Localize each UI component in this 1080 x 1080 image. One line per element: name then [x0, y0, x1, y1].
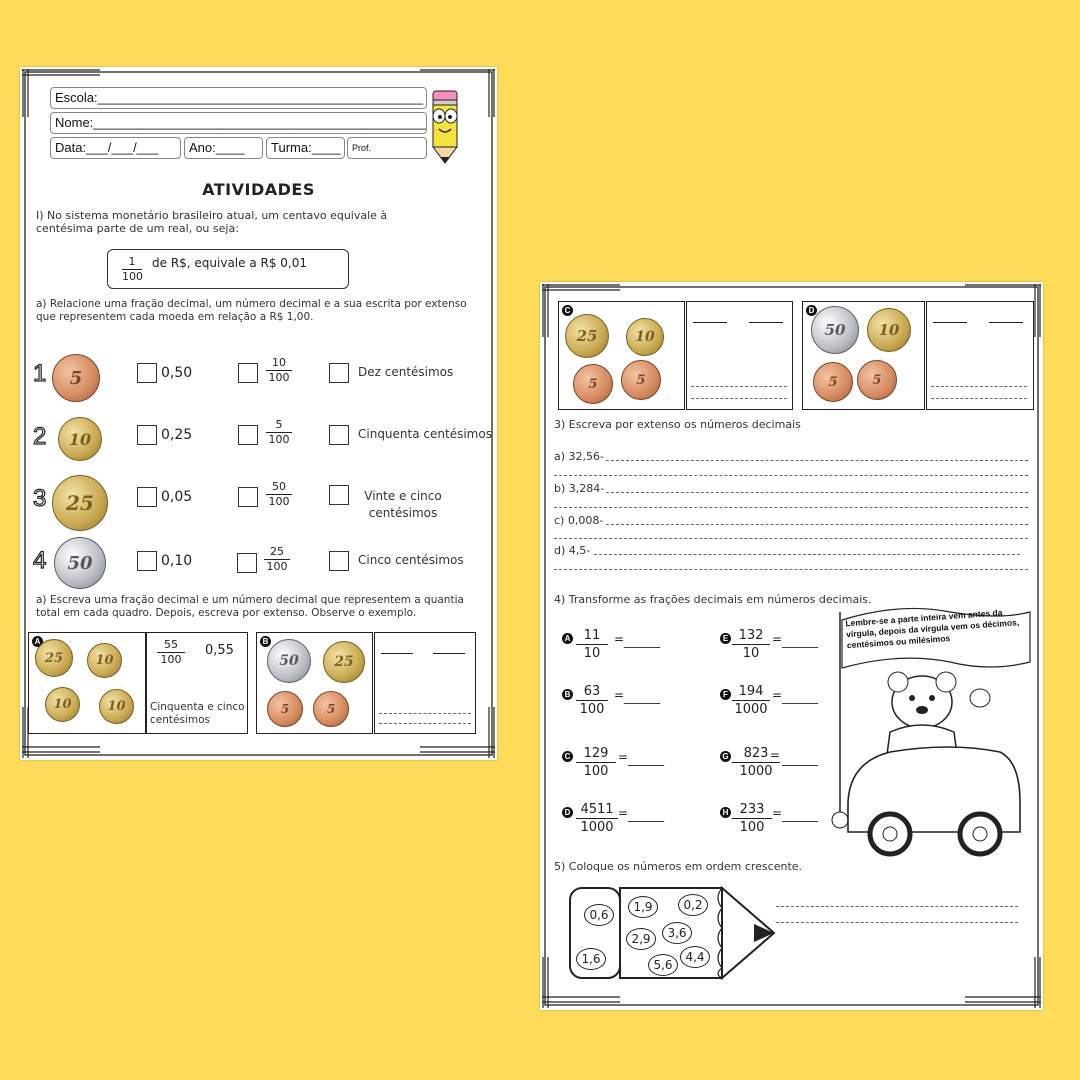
badge-c: C — [562, 751, 573, 762]
answer-line[interactable] — [606, 460, 1028, 461]
number-oval: 3,6 — [662, 922, 692, 944]
fraction: $\frac{823}{1000}$ — [732, 746, 780, 779]
fraction: $\frac{4511}{1000}$ — [576, 802, 618, 835]
decimal-checkbox[interactable] — [137, 551, 157, 571]
coin-10-centavos: 10 — [45, 687, 80, 722]
equals-sign: = — [772, 806, 783, 820]
question-3-title: 3) Escreva por extenso os números decimais — [554, 418, 801, 431]
fraction: $\frac{233}{100}$ — [732, 802, 772, 835]
answer-box-d[interactable] — [926, 301, 1034, 410]
page-title: ATIVIDADES — [202, 180, 315, 199]
decimal-checkbox[interactable] — [137, 363, 157, 383]
fraction-checkbox[interactable] — [238, 363, 258, 383]
example-extenso: Cinquenta e cinco centésimos — [150, 701, 245, 726]
badge-d: D — [562, 807, 573, 818]
fraction: $\frac{129}{100}$ — [576, 746, 616, 779]
coin-25-centavos: 25 — [35, 639, 73, 677]
coin-25-centavos: 25 — [323, 641, 365, 683]
fraction: $\frac{132}{10}$ — [732, 628, 770, 661]
fraction-checkbox[interactable] — [237, 553, 257, 573]
row-number: 1 — [33, 360, 47, 387]
coin-25-centavos: 25 — [52, 475, 108, 531]
order-answer-line[interactable] — [776, 906, 1018, 907]
coin-5-centavos: 5 — [52, 354, 100, 402]
decimal-value: 0,25 — [161, 427, 193, 443]
coin-50-centavos: 50 — [811, 306, 859, 354]
coin-10-centavos: 10 — [87, 643, 122, 678]
answer-line[interactable] — [554, 538, 1028, 539]
date-field[interactable]: Data:___/___/___ — [50, 137, 181, 159]
number-oval: 4,4 — [680, 946, 710, 968]
example-coins-box-a — [28, 632, 146, 734]
answer-blank[interactable]: ______ — [782, 808, 818, 822]
tip-banner-text: Lembre-se a parte inteira vem antes da vírgula, depois da vírgula vem os décimos, centésimos ou milésimos — [845, 607, 1020, 651]
answer-blank[interactable]: ______ — [624, 690, 660, 704]
badge-a: A — [562, 633, 573, 644]
badge-g: G — [720, 751, 731, 762]
row-number: 2 — [33, 423, 47, 450]
extenso-text: Cinco centésimos — [358, 553, 464, 567]
badge-c: C — [562, 305, 573, 316]
fraction: $\frac{63}{100}$ — [576, 684, 608, 717]
badge-b: B — [562, 689, 573, 700]
coin-10-centavos: 10 — [867, 308, 911, 352]
extenso-checkbox[interactable] — [329, 425, 349, 445]
answer-blank[interactable]: ______ — [782, 634, 818, 648]
decimal-blank-line — [749, 322, 783, 323]
answer-line[interactable] — [606, 524, 1028, 525]
answer-blank[interactable]: ______ — [782, 752, 818, 766]
equals-sign: = — [614, 632, 625, 646]
badge-e: E — [720, 633, 731, 644]
coin-25-centavos: 25 — [565, 314, 609, 358]
example-answer-box — [146, 632, 248, 734]
extenso-checkbox[interactable] — [329, 363, 349, 383]
extenso-text: Dez centésimos — [358, 365, 454, 379]
answer-line[interactable] — [606, 492, 1028, 493]
badge-b: B — [260, 636, 271, 647]
fraction-value: $\frac{10}{100}$ — [266, 357, 292, 384]
coin-50-centavos: 50 — [267, 639, 311, 683]
extenso-blank-line — [691, 386, 787, 387]
school-field[interactable]: Escola:_____________________________________________ — [50, 87, 427, 109]
question-1-text: I) No sistema monetário brasileiro atual, um centavo equivale à centésima parte de um real, ou seja: — [36, 209, 388, 235]
worksheet-page-2 — [540, 282, 1043, 1010]
number-oval: 5,6 — [648, 954, 678, 976]
coin-10-centavos: 10 — [99, 689, 134, 724]
name-field[interactable]: Nome:______________________________________________ — [50, 112, 427, 134]
badge-f: F — [720, 689, 731, 700]
answer-line[interactable] — [594, 554, 1020, 555]
badge-h: H — [720, 807, 731, 818]
fraction-value: $\frac{5}{100}$ — [266, 419, 292, 446]
q3-item: a) 32,56- — [554, 450, 604, 463]
fraction: $\frac{194}{1000}$ — [732, 684, 770, 717]
extenso-checkbox[interactable] — [329, 551, 349, 571]
q3-item: b) 3,284- — [554, 482, 605, 495]
cent-definition-text: de R$, equivale a R$ 0,01 — [152, 256, 308, 270]
coins-box-d — [802, 301, 925, 410]
extenso-blank-line — [379, 723, 471, 724]
fraction-blank-line — [693, 322, 727, 323]
example-decimal: 0,55 — [205, 643, 234, 658]
row-number: 4 — [33, 547, 47, 574]
answer-line[interactable] — [554, 475, 1028, 476]
coin-10-centavos: 10 — [58, 417, 102, 461]
coin-5-centavos: 5 — [267, 691, 303, 727]
pencil-mascot-icon — [425, 89, 465, 165]
question-a-text: a) Relacione uma fração decimal, um número decimal e a sua escrita por extenso que representem cada moeda em relação a R$ 1,00. — [36, 298, 467, 323]
answer-blank[interactable]: ______ — [628, 808, 664, 822]
question-b-text: a) Escreva uma fração decimal e um número decimal que representem a quantia total em cada quadro. Depois, escreva por extenso. Observe o exemplo. — [36, 594, 464, 619]
fraction-value: $\frac{50}{100}$ — [266, 481, 292, 508]
answer-blank[interactable]: ______ — [628, 752, 664, 766]
decimal-checkbox[interactable] — [137, 425, 157, 445]
coins-box-c — [558, 301, 685, 410]
example-fraction: $\frac{55}{100}$ — [157, 639, 185, 666]
extenso-blank-line — [691, 398, 787, 399]
decimal-value: 0,50 — [161, 365, 193, 381]
class-field[interactable]: Turma:____ — [266, 137, 345, 159]
badge-a: A — [32, 636, 43, 647]
coin-10-centavos: 10 — [626, 318, 664, 356]
fraction-blank-line — [933, 322, 967, 323]
coin-5-centavos: 5 — [313, 691, 349, 727]
coin-5-centavos: 5 — [621, 360, 661, 400]
answer-box-c[interactable] — [686, 301, 793, 410]
cent-fraction: $\frac{1}{100}$ — [122, 255, 143, 283]
decimal-checkbox[interactable] — [137, 487, 157, 507]
year-field[interactable]: Ano:____ — [184, 137, 263, 159]
coin-5-centavos: 5 — [813, 362, 853, 402]
equals-sign: = — [618, 806, 629, 820]
q3-item: d) 4,5- — [554, 544, 591, 557]
fraction-checkbox[interactable] — [238, 487, 258, 507]
decimal-blank-line — [989, 322, 1023, 323]
extenso-text: Vinte e cinco centésimos — [364, 489, 442, 520]
number-oval: 1,9 — [628, 896, 658, 918]
number-oval: 1,6 — [576, 948, 606, 970]
number-oval: 0,2 — [678, 894, 708, 916]
badge-d: D — [806, 305, 817, 316]
answer-line[interactable] — [554, 507, 1028, 508]
extenso-checkbox[interactable] — [329, 485, 349, 505]
extenso-blank-line — [931, 398, 1027, 399]
cent-definition-box — [107, 249, 349, 289]
extenso-blank-line — [931, 386, 1027, 387]
q3-item: c) 0,008- — [554, 514, 604, 527]
fraction-checkbox[interactable] — [238, 425, 258, 445]
row-number: 3 — [33, 485, 47, 512]
number-oval: 2,9 — [626, 928, 656, 950]
fraction-value: $\frac{25}{100}$ — [264, 546, 290, 573]
order-answer-line[interactable] — [776, 922, 1018, 923]
extenso-text: Cinquenta centésimos — [358, 427, 492, 441]
extenso-blank-line — [379, 713, 471, 714]
answer-line[interactable] — [554, 569, 1028, 570]
number-oval: 0,6 — [584, 904, 614, 926]
fraction-blank-line — [381, 653, 413, 654]
decimal-blank-line — [433, 653, 465, 654]
coins-box-b — [256, 632, 373, 734]
equals-sign: = — [618, 750, 629, 764]
coin-50-centavos: 50 — [54, 537, 106, 589]
equals-sign: = — [772, 632, 783, 646]
answer-box-b[interactable] — [374, 632, 476, 734]
equals-sign: = — [770, 748, 781, 762]
coin-5-centavos: 5 — [857, 360, 897, 400]
decimal-value: 0,05 — [161, 489, 193, 505]
question-5-title: 5) Coloque os números em ordem crescente. — [554, 860, 803, 873]
decimal-value: 0,10 — [161, 553, 193, 569]
question-4-title: 4) Transforme as frações decimais em números decimais. — [554, 593, 872, 606]
teacher-field[interactable]: Prof. — [347, 137, 427, 159]
equals-sign: = — [614, 688, 625, 702]
coin-5-centavos: 5 — [573, 364, 613, 404]
fraction: $\frac{11}{10}$ — [576, 628, 608, 661]
answer-blank[interactable]: ______ — [782, 690, 818, 704]
answer-blank[interactable]: ______ — [624, 634, 660, 648]
equals-sign: = — [772, 688, 783, 702]
worksheet-page-1 — [20, 67, 497, 760]
